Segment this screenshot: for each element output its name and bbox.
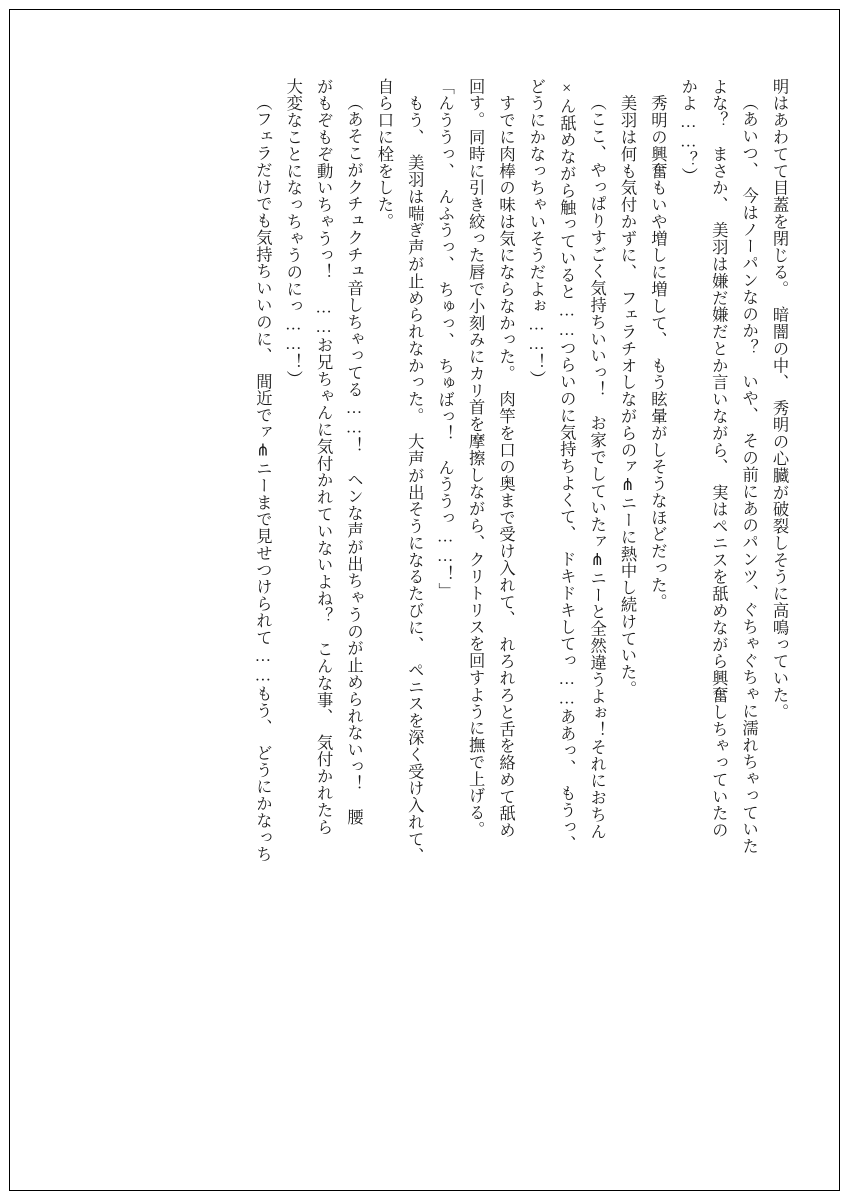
- text-line: がもぞもぞ動いちゃうっ！ ……お兄ちゃんに気付かれていないよね？ こんな事、 気付かれたら: [314, 78, 334, 836]
- text-line: 美羽は何も気付かずに、 フェラチオしながらのァ⋔ニーに熱中し続けていた。: [618, 78, 638, 698]
- text-line: 明はあわてて目蓋を閉じる。 暗闇の中、 秀明の心臓が破裂しそうに高鳴っていた。: [770, 78, 789, 721]
- text-line: （フェラだけでも気持ちいいのに、 間近でァ⋔ニーまで見せつけられて……もう、 どうにかなっち: [253, 94, 273, 863]
- text-line: 「んううっ、 んふうっ、 ちゅっ、 ちゅばっ！ んううっ……！」: [435, 78, 455, 600]
- text-line: （ここ、やっぱりすごく気持ちいいっ！ お家でしていたァ⋔ニーと全然違うよぉ！それにおちん: [587, 94, 607, 840]
- text-line: どうにかなっちゃいそうだよぉ……！）: [526, 78, 546, 388]
- vertical-text-block: [52, 78, 794, 1118]
- text-line: 大変なことになっちゃうのにっ……！）: [283, 78, 303, 388]
- text-line: 自ら口に栓をした。: [374, 78, 394, 231]
- text-line: （あそこがクチュクチュ音しちゃってる……！ ヘンな声が出ちゃうのが止められないっ！ 腰: [344, 94, 364, 826]
- text-line: （あいつ、 今はノーパンなのか？ いや、 その前にあのパンツ、ぐちゃぐちゃに濡れちゃっていた: [739, 94, 759, 855]
- text-line: すでに肉棒の味は気にならなかった。 肉竿を口の奥まで受け入れて、 れろれろと舌を絡めて舐め: [496, 78, 516, 839]
- text-line: かよ……？）: [678, 78, 698, 185]
- text-line: 秀明の興奮もいや増しに増して、 もう眩暈がしそうなほどだった。: [648, 78, 668, 611]
- text-line: もう、 美羽は喘ぎ声が止められなかった。 大声が出そうになるたびに、 ペニスを深く受け入れて、: [405, 78, 425, 865]
- text-line: ×ん舐めながら触っていると……つらいのに気持ちよくて、 ドキドキしてっ……ああっ、 もうっ、: [557, 78, 577, 853]
- text-line: 回す。同時に引き絞った唇で小刻みにカリ首を摩擦しながら、クリトリスを回すように撫で上げる。: [466, 78, 486, 839]
- text-line: よな？ まさか、 美羽は嫌だ嫌だとか言いながら、 実はペニスを舐めながら興奮しちゃっていたの: [709, 78, 729, 839]
